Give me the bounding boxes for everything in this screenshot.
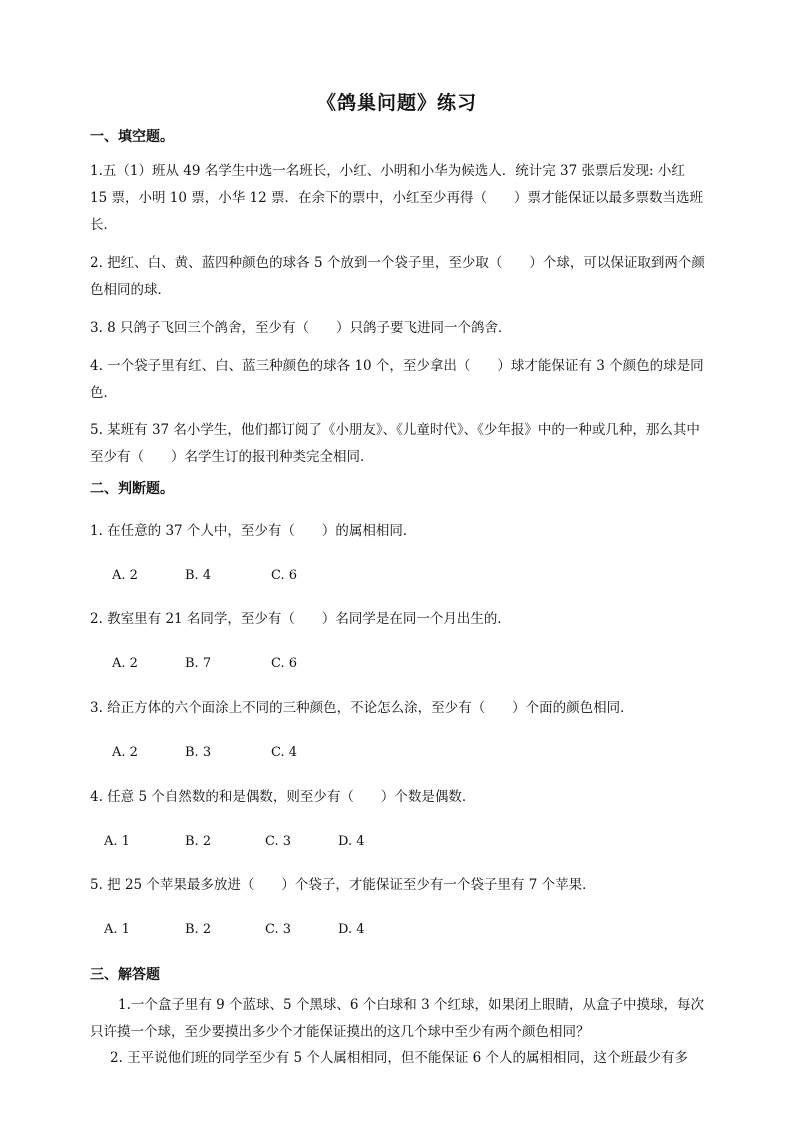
judgment-question-5: 5. 把 25 个苹果最多放进（ ）个袋子，才能保证至少有一个袋子里有 7 个苹果．: [90, 877, 596, 893]
fill-blank-question-1: 1.五（1）班从 49 名学生中选一名班长，小红、小明和小华为候选人．统计完 37 张票后发现: 小红 15 票，小明 10 票，小华 12 票．在余下的票中，小红至少再得（ ）票才能保证以最多票数当选班长．: [90, 163, 703, 233]
option: A. 2: [112, 568, 138, 583]
option: B. 7: [185, 656, 212, 671]
option: D. 4: [338, 922, 365, 937]
judgment-question-4: 4. 任意 5 个自然数的和是偶数，则至少有（ ）个数是偶数．: [90, 789, 476, 805]
option: C. 6: [271, 568, 298, 583]
solve-question-2: 2. 王平说他们班的同学至少有 5 个人属相相同，但不能保证 6 个人的属相相同，这个班最少有多: [110, 1050, 689, 1066]
option: C. 3: [265, 834, 292, 849]
option: B. 4: [185, 568, 212, 583]
option: A. 1: [104, 922, 130, 937]
option: B. 3: [185, 745, 212, 760]
fill-blank-question-4: 4. 一个袋子里有红、白、蓝三种颜色的球各 10 个，至少拿出（ ）球才能保证有 3 个颜色的球是同色．: [90, 358, 704, 401]
judgment-question-1: 1. 在任意的 37 个人中，至少有（ ）的属相相同．: [90, 523, 417, 539]
section-fill-blank-heading: 一、填空题。: [90, 129, 174, 145]
section-solve-heading: 三、解答题: [90, 967, 160, 983]
option: B. 2: [185, 834, 212, 849]
section-judgment-heading: 二、判断题。: [90, 481, 174, 497]
option: B. 2: [185, 922, 212, 937]
option: C. 4: [271, 745, 298, 760]
page-title: 《鸽巢问题》练习: [316, 92, 477, 114]
solve-question-1: 1.一个盒子里有 9 个蓝球、5 个黑球、6 个白球和 3 个红球，如果闭上眼睛，从盒子中摸球，每次只许摸一个球，至少要摸出多少个才能保证摸出的这几个球中至少有两个颜色相同？: [90, 997, 704, 1040]
option: D. 4: [338, 834, 365, 849]
judgment-question-2: 2. 教室里有 21 名同学，至少有（ ）名同学是在同一个月出生的．: [90, 611, 511, 627]
option: C. 6: [271, 656, 298, 671]
option: A. 2: [112, 656, 138, 671]
option: A. 2: [112, 745, 138, 760]
fill-blank-question-5: 5. 某班有 37 名小学生，他们都订阅了《小朋友》、《儿童时代》、《少年报》中的一种或几种，那么其中至少有（ ）名学生订的报刊种类完全相同．: [90, 422, 700, 465]
fill-blank-question-3: 3. 8 只鸽子飞回三个鸽舍，至少有（ ）只鸽子要飞进同一个鸽舍．: [90, 320, 512, 336]
fill-blank-question-2: 2. 把红、白、黄、蓝四种颜色的球各 5 个放到一个袋子里，至少取（ ）个球，可以保证取到两个颜色相同的球．: [90, 255, 705, 298]
option: A. 1: [104, 834, 130, 849]
judgment-question-3: 3. 给正方体的六个面涂上不同的三种颜色，不论怎么涂，至少有（ ）个面的颜色相同．: [90, 700, 634, 716]
option: C. 3: [265, 922, 292, 937]
